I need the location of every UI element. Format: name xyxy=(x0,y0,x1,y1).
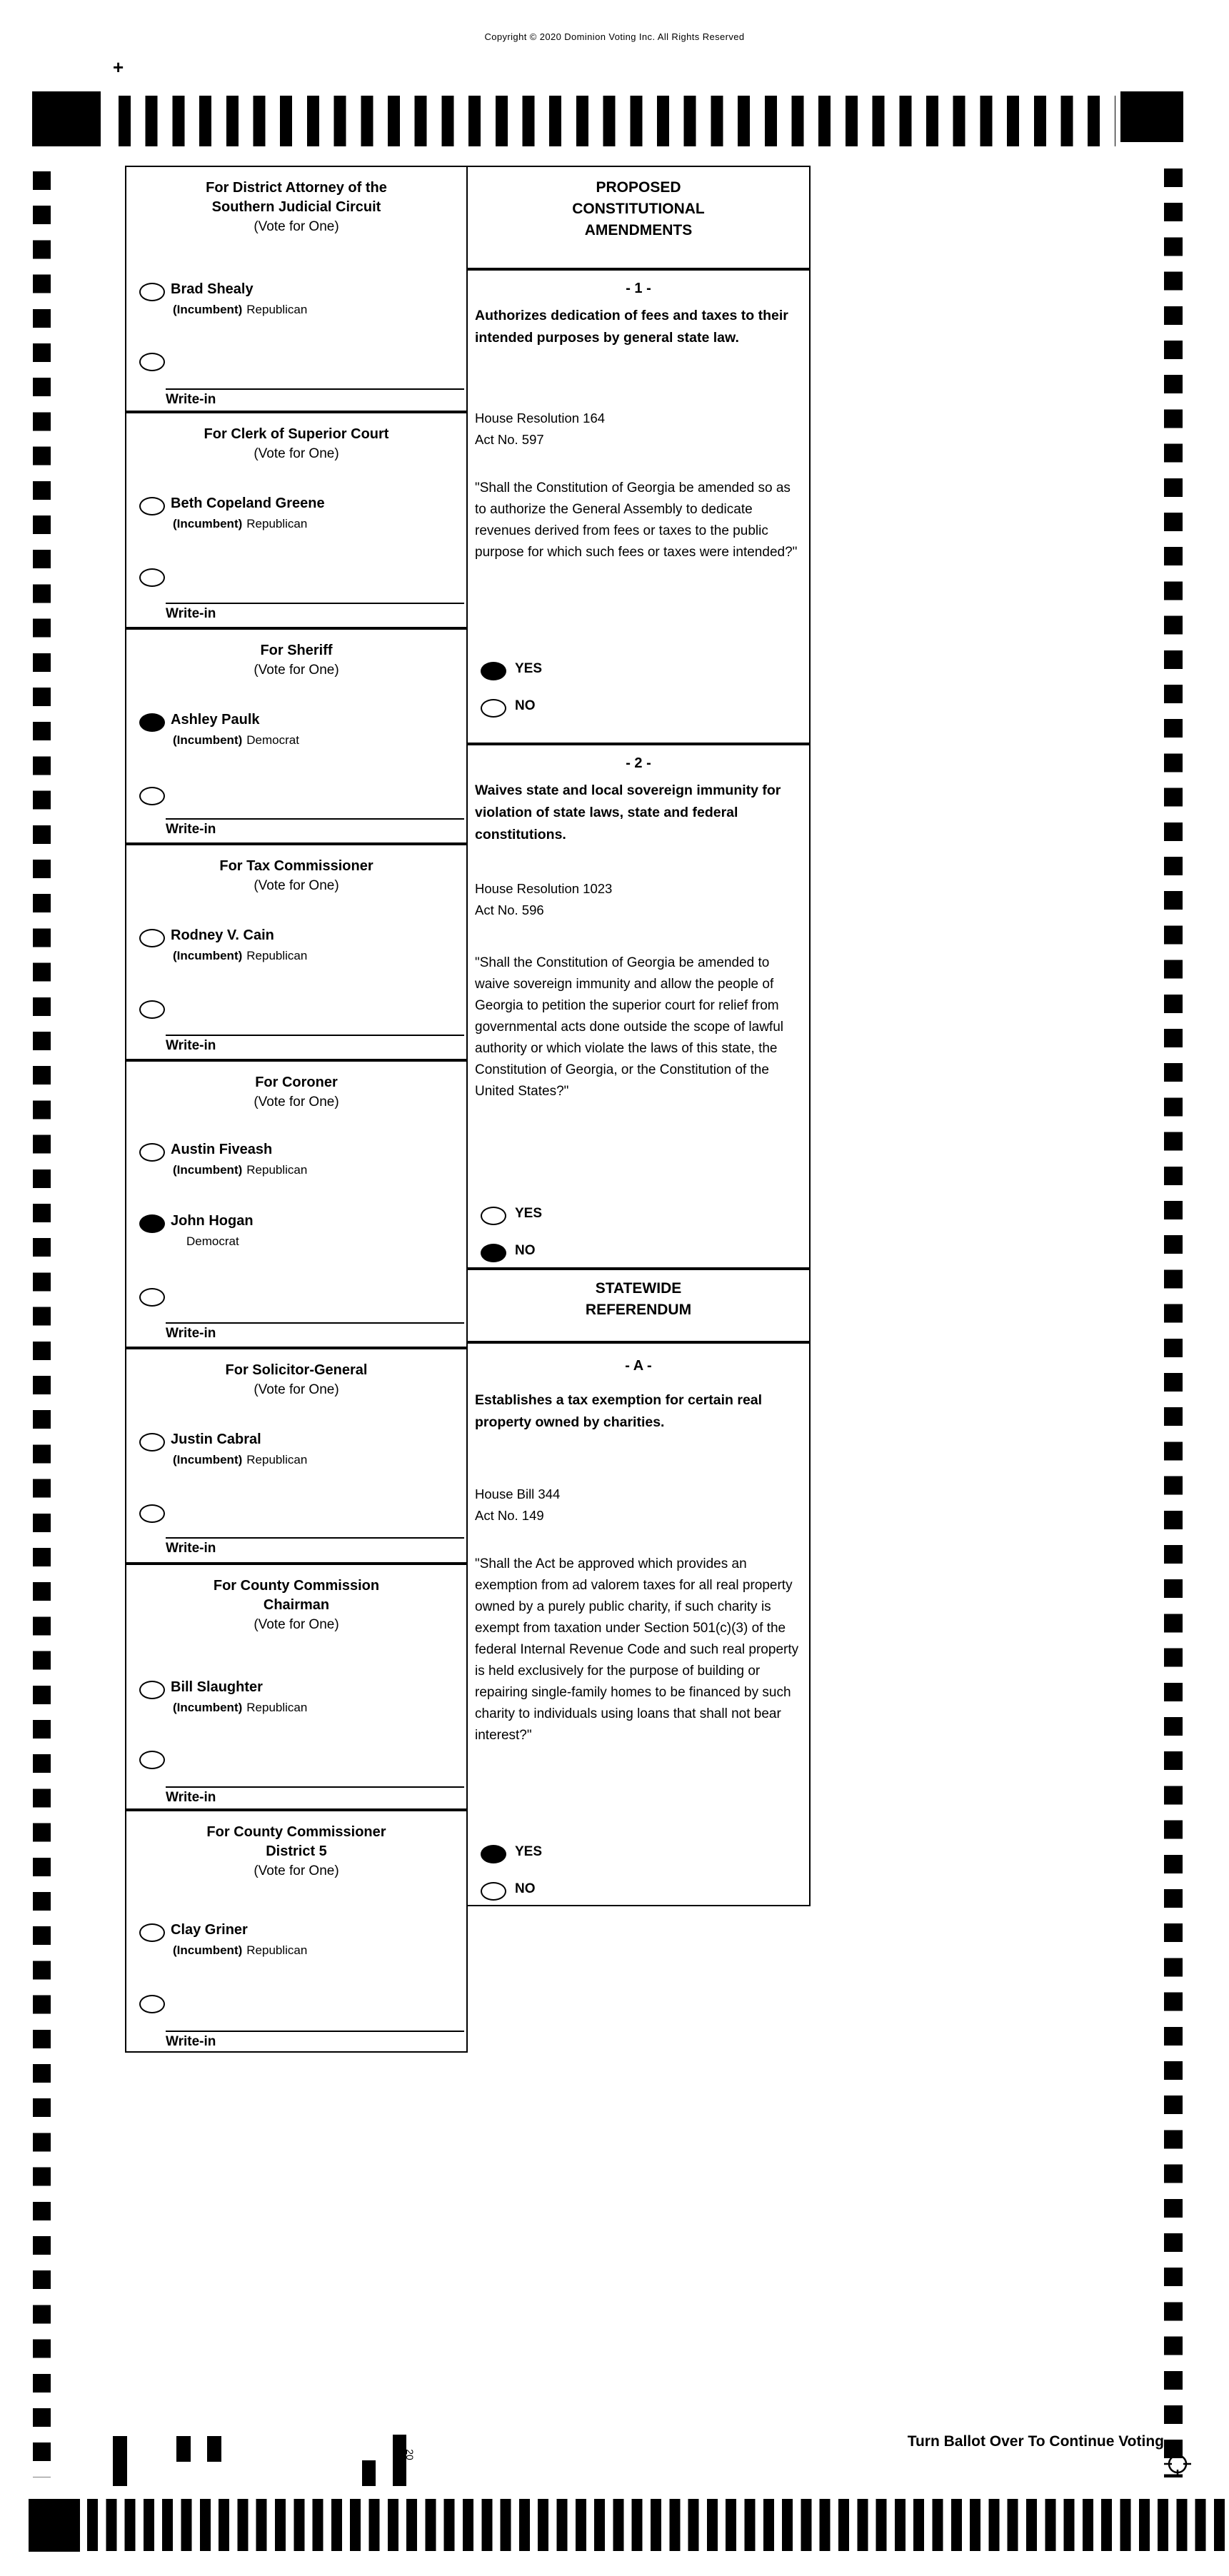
candidate-oval[interactable] xyxy=(139,283,165,301)
candidate-oval[interactable] xyxy=(139,929,165,947)
race-title: For Coroner xyxy=(255,1075,338,1090)
candidate-detail: (Incumbent) Republican xyxy=(173,303,308,316)
race-instruction: (Vote for One) xyxy=(254,1095,339,1110)
referendum-header-box xyxy=(466,1269,811,1342)
race-title: For Tax Commissioner xyxy=(219,858,373,874)
candidate-name: Justin Cabral xyxy=(171,1432,261,1447)
measure-summary: Waives state and local sovereign immunity for violation of state laws, state and federal constitutions. xyxy=(475,783,781,842)
candidate-detail: (Incumbent) Republican xyxy=(173,1943,308,1957)
yes-choice-row xyxy=(468,1843,809,1869)
yes-choice-row xyxy=(468,1205,809,1231)
write-in-area[interactable] xyxy=(166,1322,464,1342)
copyright-text: Copyright © 2020 Dominion Voting Inc. All Rights Reserved xyxy=(484,31,745,42)
race-title: For County Commissioner District 5 xyxy=(206,1824,386,1859)
write-in-label: Write-in xyxy=(166,822,216,837)
yes-label: YES xyxy=(515,661,543,676)
write-in-label: Write-in xyxy=(166,1541,216,1556)
measure-number: - 1 - xyxy=(626,281,651,296)
write-in-label: Write-in xyxy=(166,392,216,407)
candidate-detail: (Incumbent) Republican xyxy=(173,949,308,962)
candidate-name: Clay Griner xyxy=(171,1922,248,1938)
write-in-label: Write-in xyxy=(166,1790,216,1805)
candidate-detail: (Incumbent) Democrat xyxy=(173,733,299,747)
candidate-detail: (Incumbent) Republican xyxy=(173,1453,308,1466)
no-label: NO xyxy=(515,698,536,713)
referendum-header: STATEWIDE REFERENDUM xyxy=(585,1280,692,1318)
measure-number: - 2 - xyxy=(626,755,651,771)
race-box-coroner xyxy=(125,1060,468,1348)
referendum-a-box xyxy=(466,1342,811,1906)
no-oval[interactable] xyxy=(481,1882,506,1901)
candidate-detail: (Incumbent) Republican xyxy=(173,1701,308,1714)
candidate-name: Bill Slaughter xyxy=(171,1679,263,1695)
registration-plus-mark: + xyxy=(113,56,124,78)
write-in-oval[interactable] xyxy=(139,353,165,371)
measure-authority: House Resolution 1023 Act No. 596 xyxy=(475,881,613,917)
timing-block-bottom-left xyxy=(29,2499,80,2552)
race-title: For Sheriff xyxy=(260,643,333,658)
amendment-1-box xyxy=(466,269,811,744)
blank-candidate-row xyxy=(126,351,466,394)
blank-candidate-row xyxy=(126,1993,466,2036)
candidate-row xyxy=(126,927,466,970)
measure-question: "Shall the Constitution of Georgia be amended to waive sovereign immunity and allow the people of Georgia to petition the superior court for relief from governmental acts done outside the scope of lawful authority or which violate the laws of this state, the Constitution of Georgia, or the Constitution of the United States?" xyxy=(475,955,783,1099)
race-box-clerk-superior-court xyxy=(125,412,468,628)
yes-choice-row xyxy=(468,660,809,686)
candidate-detail: (Incumbent) Republican xyxy=(173,1163,308,1177)
write-in-area[interactable] xyxy=(166,1786,464,1806)
yes-label: YES xyxy=(515,1844,543,1859)
write-in-oval[interactable] xyxy=(139,568,165,587)
no-label: NO xyxy=(515,1243,536,1258)
write-in-label: Write-in xyxy=(166,1038,216,1053)
no-choice-row xyxy=(468,698,809,723)
amendments-header: PROPOSED CONSTITUTIONAL AMENDMENTS xyxy=(572,179,705,238)
write-in-label: Write-in xyxy=(166,606,216,621)
no-choice-row xyxy=(468,1242,809,1268)
no-oval[interactable] xyxy=(481,1244,506,1262)
write-in-oval[interactable] xyxy=(139,1000,165,1019)
candidate-name: Austin Fiveash xyxy=(171,1142,273,1157)
race-title: For Clerk of Superior Court xyxy=(204,426,389,442)
candidate-name: Beth Copeland Greene xyxy=(171,495,325,511)
measure-authority: House Resolution 164 Act No. 597 xyxy=(475,411,606,447)
write-in-area[interactable] xyxy=(166,388,464,408)
race-title: For Solicitor-General xyxy=(225,1362,368,1378)
race-box-tax-commissioner xyxy=(125,844,468,1060)
race-instruction: (Vote for One) xyxy=(254,446,339,461)
race-instruction: (Vote for One) xyxy=(254,1617,339,1632)
registration-target-icon xyxy=(1161,2447,1194,2480)
write-in-area[interactable] xyxy=(166,603,464,622)
candidate-row xyxy=(126,1922,466,1965)
timing-block-top-left xyxy=(32,91,101,146)
race-instruction: (Vote for One) xyxy=(254,663,339,678)
race-box-sheriff xyxy=(125,628,468,844)
no-choice-row xyxy=(468,1881,809,1906)
candidate-name: Ashley Paulk xyxy=(171,712,260,728)
candidate-detail: Democrat xyxy=(186,1234,239,1248)
candidate-row xyxy=(126,495,466,538)
candidate-oval[interactable] xyxy=(139,497,165,515)
write-in-label: Write-in xyxy=(166,2034,216,2049)
candidate-row xyxy=(126,1679,466,1722)
race-instruction: (Vote for One) xyxy=(254,878,339,893)
write-in-area[interactable] xyxy=(166,1537,464,1556)
timing-marks-bottom xyxy=(87,2499,1227,2551)
measure-question: "Shall the Constitution of Georgia be amended so as to authorize the General Assembly to dedicate revenues derived from fees or taxes to the public purpose for which such fees or taxes were intended?" xyxy=(475,481,798,560)
candidate-row xyxy=(126,1213,466,1256)
candidate-row xyxy=(126,712,466,755)
race-box-county-commissioner-district-5 xyxy=(125,1810,468,2053)
yes-oval[interactable] xyxy=(481,1845,506,1863)
race-box-county-commission-chairman xyxy=(125,1564,468,1810)
amendments-header-box xyxy=(466,166,811,269)
race-instruction: (Vote for One) xyxy=(254,219,339,234)
turn-ballot-over-text: Turn Ballot Over To Continue Voting xyxy=(907,2433,1164,2450)
timing-block-top-right xyxy=(1120,91,1183,142)
write-in-area[interactable] xyxy=(166,1035,464,1054)
candidate-name: Brad Shealy xyxy=(171,281,254,297)
timing-marks-right xyxy=(1164,168,1183,2477)
timing-marks-top xyxy=(119,96,1115,146)
measure-number: - A - xyxy=(625,1358,652,1374)
race-box-solicitor-general xyxy=(125,1348,468,1564)
write-in-label: Write-in xyxy=(166,1326,216,1341)
write-in-oval[interactable] xyxy=(139,1504,165,1523)
candidate-name: Rodney V. Cain xyxy=(171,927,274,943)
yes-oval[interactable] xyxy=(481,1207,506,1225)
yes-oval[interactable] xyxy=(481,662,506,680)
candidate-oval[interactable] xyxy=(139,1214,165,1233)
candidate-oval[interactable] xyxy=(139,1923,165,1942)
write-in-oval[interactable] xyxy=(139,1751,165,1769)
yes-label: YES xyxy=(515,1206,543,1221)
measure-question: "Shall the Act be approved which provides an exemption from ad valorem taxes for all real property owned by a purely public charity, if such charity is exempt from taxation under Section 501(c)(3) of the federal Internal Revenue Code and such real property is held exclusively for the purpose of building or repairing single-family homes to be financed by such charity to individuals using loans that shall not bear interest?" xyxy=(475,1556,799,1743)
candidate-oval[interactable] xyxy=(139,1143,165,1162)
race-title: For District Attorney of the Southern Judicial Circuit xyxy=(206,180,387,215)
race-title: For County Commission Chairman xyxy=(213,1578,380,1613)
measure-summary: Authorizes dedication of fees and taxes to their intended purposes by general state law. xyxy=(475,308,788,346)
write-in-oval[interactable] xyxy=(139,787,165,805)
candidate-name: John Hogan xyxy=(171,1213,254,1229)
stub-number: 20 xyxy=(403,2449,416,2460)
candidate-oval[interactable] xyxy=(139,713,165,732)
candidate-oval[interactable] xyxy=(139,1433,165,1451)
race-instruction: (Vote for One) xyxy=(254,1382,339,1397)
measure-summary: Establishes a tax exemption for certain real property owned by charities. xyxy=(475,1392,763,1430)
race-instruction: (Vote for One) xyxy=(254,1863,339,1878)
timing-marks-left xyxy=(33,171,51,2477)
candidate-detail: (Incumbent) Republican xyxy=(173,517,308,530)
write-in-oval[interactable] xyxy=(139,1995,165,2013)
candidate-row xyxy=(126,1142,466,1184)
candidate-row xyxy=(126,1432,466,1474)
candidate-oval[interactable] xyxy=(139,1681,165,1699)
no-oval[interactable] xyxy=(481,699,506,718)
blank-candidate-row xyxy=(126,1749,466,1792)
write-in-area[interactable] xyxy=(166,2031,464,2050)
race-box-district-attorney xyxy=(125,166,468,412)
no-label: NO xyxy=(515,1881,536,1896)
measure-authority: House Bill 344 Act No. 149 xyxy=(475,1486,561,1523)
write-in-oval[interactable] xyxy=(139,1288,165,1307)
candidate-row xyxy=(126,281,466,324)
write-in-area[interactable] xyxy=(166,818,464,837)
amendment-2-box xyxy=(466,744,811,1269)
